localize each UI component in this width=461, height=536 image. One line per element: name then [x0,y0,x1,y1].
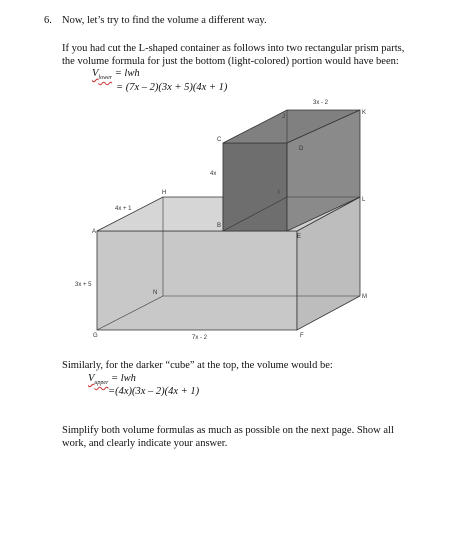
vertex-label-l: L [362,197,366,203]
dimension-height: 3x + 5 [75,282,92,288]
volume-symbol-upper: V [88,373,95,384]
volume-subscript-upper: upper [94,380,109,387]
dimension-depth: 4x + 1 [115,206,132,212]
similarly-line: Similarly, for the darker “cube” at the top, the volume would be: [62,360,333,371]
vertex-label-b: B [217,223,222,229]
vertex-label-k: K [362,110,367,116]
question-number: 6. [44,15,52,26]
vertex-label-i: I [278,190,280,196]
formula-equation: = lwh [112,68,140,79]
formula-equation-upper: = lwh [108,373,136,384]
vertex-label-f: F [300,333,304,339]
dimension-bottom-width: 7x - 2 [192,335,208,341]
upper-cube-front-face [223,143,287,231]
bottom-volume-formula-line-2: = (7x – 2)(3x + 5)(4x + 1) [116,82,228,93]
intro-line-1: If you had cut the L-shaped container as follows into two rectangular prism parts, [62,43,405,54]
instructions-line-1: Simplify both volume formulas as much as possible on the next page. Show all [62,425,394,436]
vertex-label-j: J [282,114,285,120]
instructions-line-2: work, and clearly indicate your answer. [62,438,228,449]
volume-subscript: lower [98,75,113,82]
top-volume-formula-line-2: =(4x)(3x – 2)(4x + 1) [108,386,200,397]
vertex-label-e: E [297,234,302,240]
dimension-top-width: 3x - 2 [313,100,329,106]
vertex-label-h: H [162,190,167,196]
volume-symbol: V [92,68,99,79]
intro-line-2: the volume formula for just the bottom (light-colored) portion would have been: [62,56,399,67]
vertex-label-d: D [299,146,304,152]
lower-prism-front-face [97,231,297,330]
dimension-cube-height: 4x [210,171,217,177]
vertex-label-c: C [217,137,222,143]
vertex-label-m: M [362,294,367,300]
vertex-label-g: G [93,333,98,339]
lower-prism-top-face [97,197,223,231]
vertex-label-n: N [153,290,158,296]
question-prompt: Now, let’s try to find the volume a different way. [62,15,267,26]
vertex-label-a: A [92,229,97,235]
